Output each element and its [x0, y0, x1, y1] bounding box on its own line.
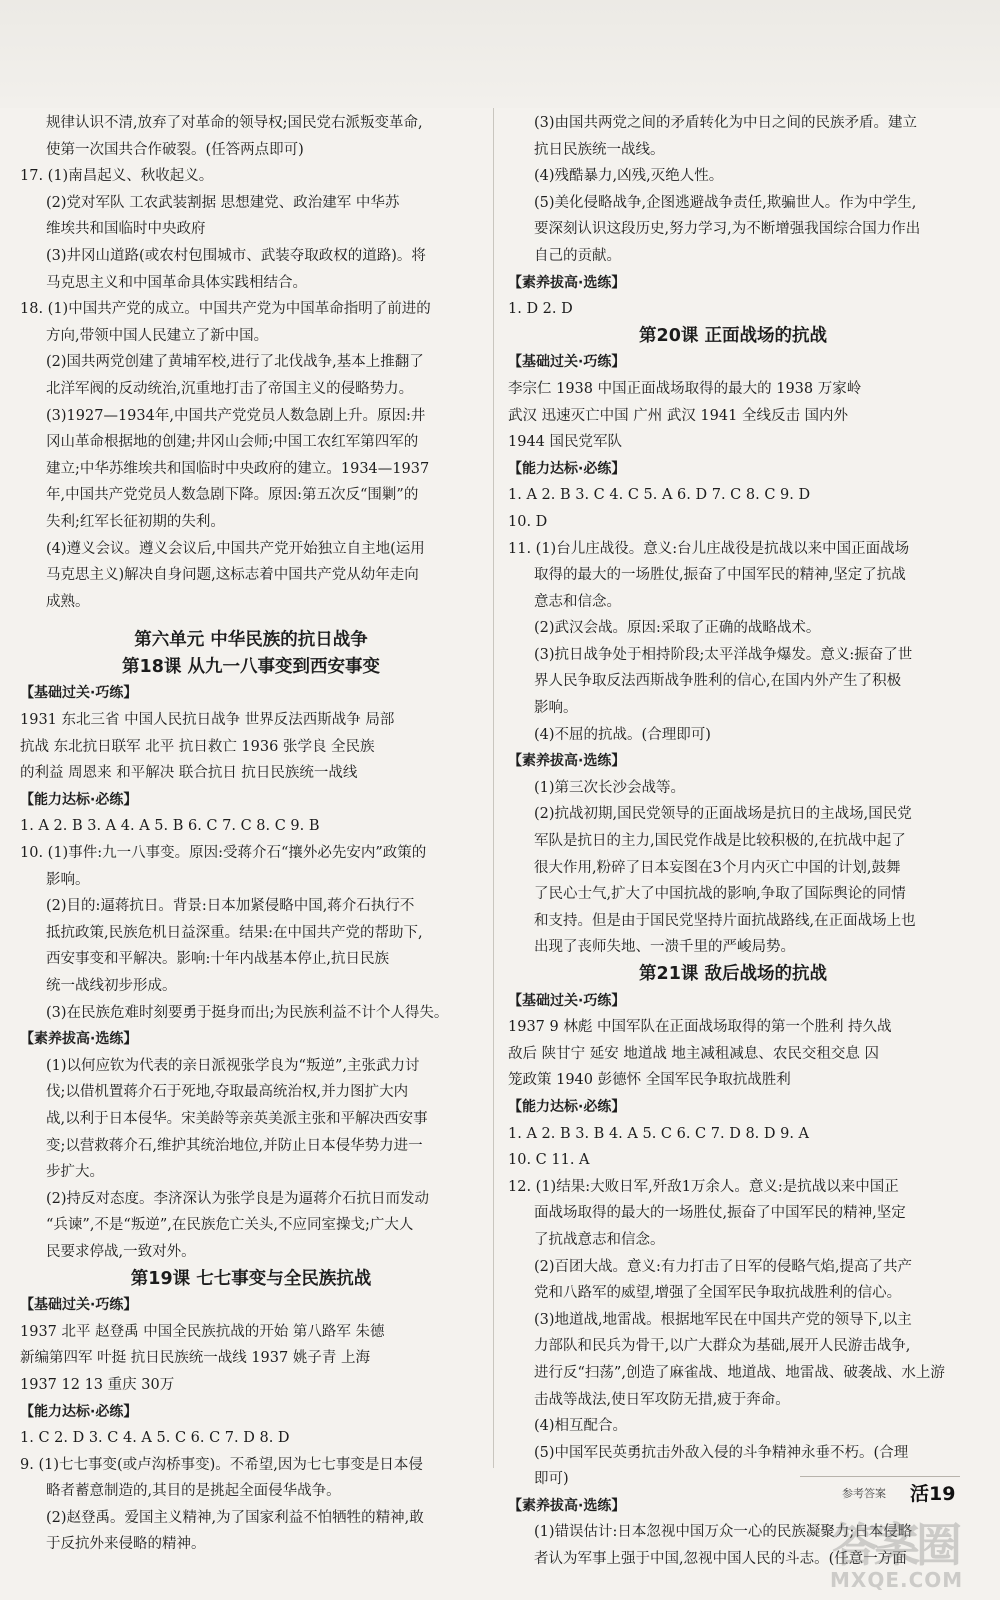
text-line: 新编第四军 叶挺 抗日民族统一战线 1937 姚子青 上海	[20, 1350, 370, 1367]
text-line: 战,以利于日本侵华。宋美龄等亲英美派主张和平解决西安事	[46, 1110, 428, 1127]
text-line: 出现了丧师失地、一溃千里的严峻局势。	[534, 939, 795, 956]
section-heading: 【素养拔高·选练】	[508, 1497, 626, 1514]
text-line: 了民心士气,扩大了中国抗战的影响,争取了国际舆论的同情	[534, 886, 906, 903]
text-line: 步扩大。	[46, 1164, 104, 1181]
text-line: (3)井冈山道路(或农村包围城市、武装夺取政权的道路)。将	[46, 247, 426, 264]
section-title: 第六单元 中华民族的抗日战争	[134, 630, 368, 651]
top-margin	[0, 0, 1000, 108]
text-line: 年,中国共产党党员人数急剧下降。原因:第五次反“围剿”的	[46, 487, 419, 504]
text-line: “兵谏”,不是“叛逆”,在民族危亡关头,不应同室操戈;广大人	[46, 1217, 414, 1234]
section-heading: 【能力达标·必练】	[20, 1403, 138, 1420]
text-line: (2)武汉会战。原因:采取了正确的战略战术。	[534, 620, 821, 637]
text-line: 界人民争取反法西斯战争胜利的信心,在国内外产生了积极	[534, 673, 902, 690]
text-line: 军队是抗日的主力,国民党作战是比较积极的,在抗战中起了	[534, 833, 906, 850]
text-line: (1)错误估计:日本忽视中国万众一心的民族凝聚力;日本侵略	[534, 1524, 913, 1541]
text-line: 和支持。但是由于国民党坚持片面抗战路线,在正面战场上也	[534, 912, 916, 929]
text-line: (5)中国军民英勇抗击外敌入侵的斗争精神永垂不朽。(合理	[534, 1444, 909, 1461]
text-line: 者认为军事上强于中国,忽视中国人民的斗志。(任意一方面	[534, 1551, 907, 1568]
column-divider	[493, 108, 494, 1468]
text-line: 马克思主义和中国革命具体实践相结合。	[46, 274, 307, 291]
text-line: (3)地道战,地雷战。根据地军民在中国共产党的领导下,以主	[534, 1311, 912, 1328]
text-line: 17. (1)南昌起义、秋收起义。	[20, 168, 214, 185]
text-line: 10. (1)事件:九一八事变。原因:受蒋介石“攘外必先安内”政策的	[20, 845, 427, 862]
text-line: 了抗战意志和信念。	[534, 1231, 665, 1248]
text-line: 北洋军阀的反动统治,沉重地打击了帝国主义的侵略势力。	[46, 380, 414, 397]
text-line: 10. C 11. A	[508, 1152, 590, 1169]
text-line: 规律认识不清,放弃了对革命的领导权;国民党右派叛变革命,	[46, 115, 423, 131]
text-line: 1. D 2. D	[508, 301, 573, 318]
section-heading: 【基础过关·巧练】	[508, 992, 626, 1009]
left-column	[20, 110, 482, 1558]
text-line: (2)赵登禹。爱国主义精神,为了国家利益不怕牺牲的精神,敢	[46, 1509, 424, 1526]
text-line: 10. D	[508, 513, 548, 530]
text-line: 1. A 2. B 3. C 4. C 5. A 6. D 7. C 8. C 9. D	[508, 487, 811, 504]
text-line: 略者蓄意制造的,其目的是挑起全面侵华战争。	[46, 1483, 341, 1500]
text-line: 敌后 陕甘宁 延安 地道战 地主减租减息、农民交租交息 囚	[508, 1045, 880, 1062]
text-line: 笼政策 1940 彭德怀 全国军民争取抗战胜利	[508, 1072, 791, 1089]
text-line: (3)在民族危难时刻要勇于挺身而出;为民族利益不计个人得失。	[46, 1004, 449, 1021]
text-line: (2)抗战初期,国民党领导的正面战场是抗日的主战场,国民党	[534, 806, 912, 823]
text-line: 意志和信念。	[534, 593, 621, 610]
text-line: 11. (1)台儿庄战役。意义:台儿庄战役是抗战以来中国正面战场	[508, 540, 910, 557]
text-line: 李宗仁 1938 中国正面战场取得的最大的 1938 万家岭	[508, 380, 862, 397]
text-line: 面战场取得的最大的一场胜仗,振奋了中国军民的精神,坚定	[534, 1205, 906, 1222]
section-title: 第19课 七七事变与全民族抗战	[130, 1268, 372, 1289]
page-footer	[800, 1476, 960, 1507]
watermark-url: MXQE.COM	[830, 1568, 964, 1592]
text-line: 抵抗政策,民族危机日益深重。结果:在中国共产党的帮助下,	[46, 924, 423, 941]
text-line: 进行反“扫荡”,创造了麻雀战、地道战、地雷战、破袭战、水上游	[534, 1364, 945, 1381]
text-line: (2)国共两党创建了黄埔军校,进行了北伐战争,基本上推翻了	[46, 354, 424, 371]
text-line: 1937 北平 赵登禹 中国全民族抗战的开始 第八路军 朱德	[20, 1323, 385, 1340]
section-heading: 【素养拔高·选练】	[508, 753, 626, 770]
section-title: 第20课 正面战场的抗战	[639, 325, 827, 346]
text-line: 失利;红军长征初期的失利。	[46, 513, 225, 530]
text-line: 民要求停战,一致对外。	[46, 1243, 196, 1260]
section-heading: 【能力达标·必练】	[20, 791, 138, 808]
text-line: (4)残酷暴力,凶残,灭绝人性。	[534, 168, 724, 185]
section-heading: 【能力达标·必练】	[508, 460, 626, 477]
text-line: 的利益 周恩来 和平解决 联合抗日 抗日民族统一战线	[20, 765, 358, 782]
text-line: (3)1927—1934年,中国共产党党员人数急剧上升。原因:井	[46, 407, 426, 424]
text-line: 变;以营救蒋介石,维护其统治地位,并防止日本侵华势力进一	[46, 1137, 423, 1154]
footer-label: 参考答案	[842, 1487, 886, 1500]
text-line: 于反抗外来侵略的精神。	[46, 1536, 206, 1553]
text-line: 建立;中华苏维埃共和国临时中央政府的建立。1934—1937	[46, 460, 430, 477]
section-title: 第18课 从九一八事变到西安事变	[122, 656, 380, 677]
text-line: 马克思主义)解决自身问题,这标志着中国共产党从幼年走向	[46, 567, 419, 584]
text-line: 冈山革命根据地的创建;井冈山会师;中国工农红军第四军的	[46, 434, 419, 451]
text-line: 方向,带领中国人民建立了新中国。	[46, 327, 269, 344]
section-heading: 【素养拔高·选练】	[508, 274, 626, 291]
text-line: (4)不屈的抗战。(合理即可)	[534, 726, 711, 743]
text-line: 自己的贡献。	[534, 247, 621, 264]
page-number: 活19	[910, 1483, 956, 1505]
text-line: 要深刻认识这段历史,努力学习,为不断增强我国综合国力作出	[534, 221, 921, 238]
text-line: 抗日民族统一战线。	[534, 141, 665, 158]
text-line: 抗战 东北抗日联军 北平 抗日救亡 1936 张学良 全民族	[20, 738, 375, 755]
text-line: (2)持反对态度。李济深认为张学良是为逼蒋介石抗日而发动	[46, 1190, 430, 1207]
text-line: 1. A 2. B 3. A 4. A 5. B 6. C 7. C 8. C 9. B	[20, 818, 320, 835]
text-line: (5)美化侵略战争,企图逃避战争责任,欺骗世人。作为中学生,	[534, 194, 917, 211]
text-line: 击战等战法,使日军攻防无措,疲于奔命。	[534, 1391, 790, 1408]
text-line: 即可)	[534, 1471, 569, 1488]
text-line: (2)党对军队 工农武装割据 思想建党、政治建军 中华苏	[46, 194, 400, 211]
text-line: (2)百团大战。意义:有力打击了日军的侵略气焰,提高了共产	[534, 1258, 913, 1275]
text-line: 力部队和民兵为骨干,以广大群众为基础,展开人民游击战争,	[534, 1338, 911, 1355]
section-heading: 【基础过关·巧练】	[20, 1297, 138, 1314]
text-line: 1. A 2. B 3. B 4. A 5. C 6. C 7. D 8. D 9. A	[508, 1125, 810, 1142]
text-line: (2)目的:逼蒋抗日。背景:日本加紧侵略中国,蒋介石执行不	[46, 898, 415, 915]
text-line: (1)第三次长沙会战等。	[534, 779, 686, 796]
text-line: 1944 国民党军队	[508, 434, 623, 451]
section-heading: 【基础过关·巧练】	[508, 354, 626, 371]
text-line: 西安事变和平解决。影响:十年内战基本停止,抗日民族	[46, 951, 389, 968]
text-line: 1937 12 13 重庆 30万	[20, 1376, 175, 1393]
text-line: 1937 9 林彪 中国军队在正面战场取得的第一个胜利 持久战	[508, 1019, 892, 1036]
text-line: (4)相互配合。	[534, 1418, 628, 1435]
text-line: 影响。	[534, 700, 578, 717]
text-line: 很大作用,粉碎了日本妄图在3个月内灭亡中国的计划,鼓舞	[534, 859, 901, 876]
watermark-logo-text: 答案圈	[832, 1518, 958, 1572]
text-line: 1931 东北三省 中国人民抗日战争 世界反法西斯战争 局部	[20, 712, 395, 729]
text-line: (3)由国共两党之间的矛盾转化为中日之间的民族矛盾。建立	[534, 115, 918, 131]
text-line: 使第一次国共合作破裂。(任答两点即可)	[46, 141, 304, 158]
watermark-logo	[828, 1520, 988, 1592]
text-line: 9. (1)七七事变(或卢沟桥事变)。不希望,因为七七事变是日本侵	[20, 1456, 423, 1473]
section-heading: 【能力达标·必练】	[508, 1098, 626, 1115]
text-line: 统一战线初步形成。	[46, 978, 177, 994]
section-heading: 【基础过关·巧练】	[20, 685, 138, 702]
text-line: 12. (1)结果:大败日军,歼敌1万余人。意义:是抗战以来中国正	[508, 1178, 899, 1195]
text-line: 党和八路军的威望,增强了全国军民争取抗战胜利的信心。	[534, 1285, 902, 1302]
text-line: (3)抗日战争处于相持阶段;太平洋战争爆发。意义:振奋了世	[534, 646, 913, 663]
text-line: 18. (1)中国共产党的成立。中国共产党为中国革命指明了前进的	[20, 301, 431, 318]
text-line: (4)遵义会议。遵义会议后,中国共产党开始独立自主地(运用	[46, 540, 425, 557]
text-line: 武汉 迅速灭亡中国 广州 武汉 1941 全线反击 国内外	[508, 407, 849, 424]
text-line: 影响。	[46, 871, 90, 888]
text-line: 1. C 2. D 3. C 4. A 5. C 6. C 7. D 8. D	[20, 1430, 290, 1447]
section-heading: 【素养拔高·选练】	[20, 1031, 138, 1048]
text-line: (1)以何应钦为代表的亲日派视张学良为“叛逆”,主张武力讨	[46, 1057, 420, 1074]
text-line: 伐;以借机置蒋介石于死地,夺取最高统治权,并力图扩大内	[46, 1084, 409, 1101]
right-column	[508, 110, 958, 1573]
text-line: 成熟。	[46, 593, 90, 610]
section-title: 第21课 敌后战场的抗战	[639, 964, 827, 984]
text-line: 取得的最大的一场胜仗,振奋了中国军民的精神,坚定了抗战	[534, 567, 906, 584]
text-line: 维埃共和国临时中央政府	[46, 221, 206, 238]
